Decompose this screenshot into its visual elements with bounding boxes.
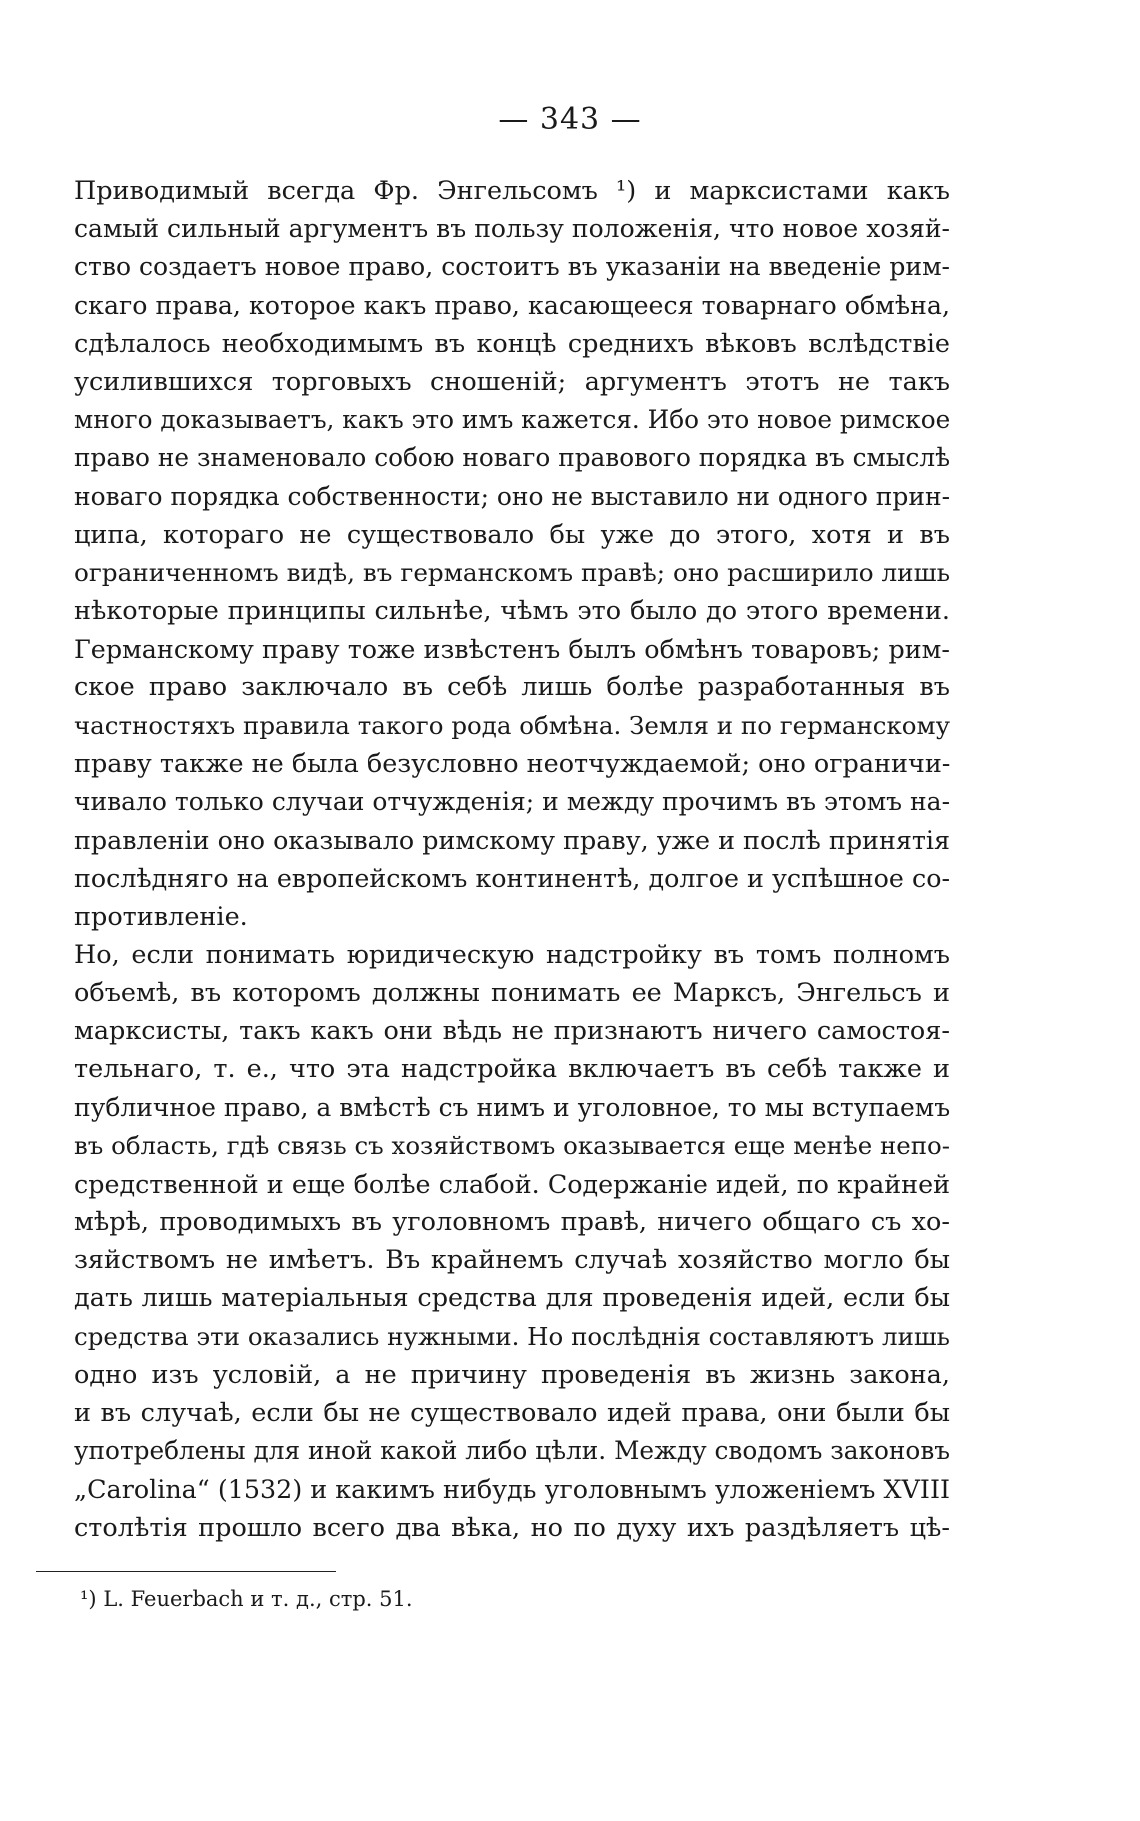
text-line: противленіе. xyxy=(74,901,248,932)
text-line: употреблены для иной какой либо цѣли. Между сводомъ законовъ xyxy=(74,1436,950,1466)
text-line: нѣкоторые принципы сильнѣе, чѣмъ это было до этого времени. xyxy=(74,596,950,627)
footnote-marker: ¹) xyxy=(80,1587,97,1611)
text-line: послѣдняго на европейскомъ континентѣ, долгое и успѣшное со- xyxy=(74,863,950,894)
text-line: зяйствомъ не имѣетъ. Въ крайнемъ случаѣ хозяйство могло бы xyxy=(74,1245,950,1276)
body-text xyxy=(74,172,950,1547)
text-line: ограниченномъ видѣ, въ германскомъ правѣ; оно расширило лишь xyxy=(74,557,950,587)
text-line: праву также не была безусловно неотчуждаемой; оно ограничи- xyxy=(74,748,951,779)
text-line: столѣтія прошло всего два вѣка, но по духу ихъ раздѣляетъ цѣ- xyxy=(74,1512,950,1543)
text-line: частностяхъ правила такого рода обмѣна. Земля и по германскому xyxy=(74,710,950,740)
text-line: правленіи оно оказывало римскому праву, уже и послѣ принятія xyxy=(74,825,950,856)
text-line: средственной и еще болѣе слабой. Содержаніе идей, по крайней xyxy=(74,1168,950,1199)
text-line: скаго права, которое какъ право, касающееся товарнаго обмѣна, xyxy=(74,290,950,320)
text-line: новаго порядка собственности; оно не выставило ни одного прин- xyxy=(74,481,950,511)
text-line: ское право заключало въ себѣ лишь болѣе разработанныя въ xyxy=(74,672,950,703)
text-line: марксисты, такъ какъ они вѣдь не признаютъ ничего самостоя- xyxy=(74,1016,950,1047)
text-line: и въ случаѣ, если бы не существовало идей права, они были бы xyxy=(74,1398,950,1428)
text-line: публичное право, а вмѣстѣ съ нимъ и уголовное, то мы вступаемъ xyxy=(74,1092,951,1122)
text-line: мѣрѣ, проводимыхъ въ уголовномъ правѣ, ничего общаго съ хо- xyxy=(74,1207,950,1238)
footnote xyxy=(80,1584,413,1614)
text-line: Но, если понимать юридическую надстройку въ томъ полномъ xyxy=(74,939,950,970)
text-line: сдѣлалось необходимымъ въ концѣ среднихъ вѣковъ вслѣдствіе xyxy=(74,328,950,359)
text-line: Германскому праву тоже извѣстенъ былъ обмѣнъ товаровъ; рим- xyxy=(74,634,950,665)
text-line: „Carolina“ (1532) и какимъ нибудь уголовнымъ уложеніемъ XVIII xyxy=(74,1474,950,1505)
text-line: право не знаменовало собою новаго правового порядка въ смыслѣ xyxy=(74,443,950,473)
text-line: много доказываетъ, какъ это имъ кажется. Ибо это новое римское xyxy=(74,405,951,435)
text-line: тельнаго, т. е., что эта надстройка включаетъ въ себѣ также и xyxy=(74,1054,950,1085)
text-line: дать лишь матеріальныя средства для проведенія идей, если бы xyxy=(74,1283,950,1314)
text-line: въ область, гдѣ связь съ хозяйствомъ оказывается еще менѣе непо- xyxy=(74,1130,950,1160)
text-line: усилившихся торговыхъ сношеній; аргументъ этотъ не такъ xyxy=(74,366,950,397)
text-line: чивало только случаи отчужденія; и между прочимъ въ этомъ на- xyxy=(74,787,950,816)
text-line: одно изъ условій, а не причину проведенія въ жизнь закона, xyxy=(74,1359,950,1390)
footnote-text: L. Feuerbach и т. д., стр. 51. xyxy=(103,1587,413,1611)
text-line: средства эти оказались нужными. Но послѣднія составляютъ лишь xyxy=(74,1321,950,1351)
text-line: самый сильный аргументъ въ пользу положенія, что новое хозяй- xyxy=(74,214,950,244)
text-line: Приводимый всегда Фр. Энгельсомъ ¹) и марксистами какъ xyxy=(74,176,950,206)
text-line: ципа, котораго не существовало бы уже до этого, хотя и въ xyxy=(74,519,950,550)
text-line: ство создаетъ новое право, состоитъ въ указаніи на введеніе рим- xyxy=(74,252,950,282)
footnote-divider xyxy=(36,1571,336,1572)
page-number: — 343 — xyxy=(498,102,642,137)
text-line: объемѣ, въ которомъ должны понимать ее Марксъ, Энгельсъ и xyxy=(74,977,950,1008)
paragraph-container xyxy=(74,172,950,1547)
